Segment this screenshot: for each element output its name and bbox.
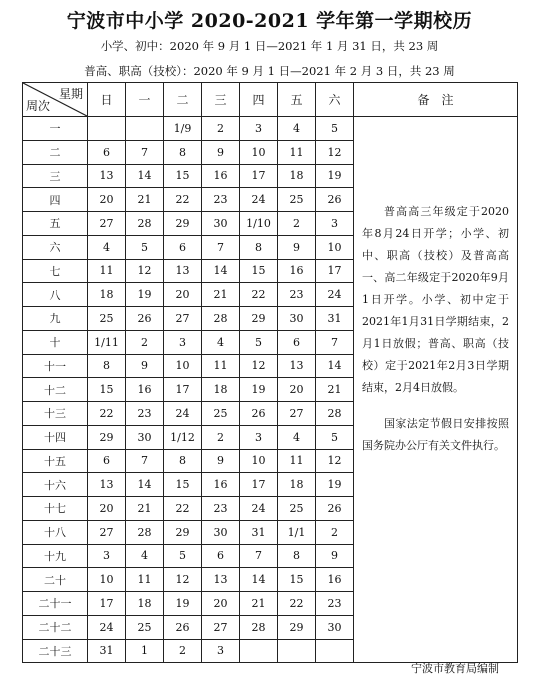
date-cell: 22 xyxy=(164,188,202,212)
date-cell: 9 xyxy=(126,354,164,378)
date-cell: 21 xyxy=(126,188,164,212)
date-cell: 31 xyxy=(316,307,354,331)
date-cell: 17 xyxy=(240,164,278,188)
date-cell: 22 xyxy=(278,592,316,616)
date-cell: 3 xyxy=(88,544,126,568)
date-cell: 19 xyxy=(164,592,202,616)
week-row xyxy=(23,117,518,141)
date-cell: 25 xyxy=(278,497,316,521)
date-cell: 21 xyxy=(316,378,354,402)
date-cell: 29 xyxy=(88,425,126,449)
date-cell: 24 xyxy=(88,615,126,639)
date-cell: 23 xyxy=(202,497,240,521)
date-cell: 20 xyxy=(88,497,126,521)
notes-header: 备 注 xyxy=(354,83,518,117)
date-cell: 23 xyxy=(126,402,164,426)
date-cell: 21 xyxy=(240,592,278,616)
weekday-header-tue: 二 xyxy=(164,83,202,117)
date-cell: 4 xyxy=(278,425,316,449)
week-number-cell: 九 xyxy=(23,307,88,331)
date-cell: 2 xyxy=(278,212,316,236)
week-number-cell: 十四 xyxy=(23,425,88,449)
week-number-cell: 七 xyxy=(23,259,88,283)
week-number-cell: 十一 xyxy=(23,354,88,378)
date-cell: 27 xyxy=(88,212,126,236)
date-cell: 10 xyxy=(240,140,278,164)
date-cell: 12 xyxy=(316,140,354,164)
week-number-cell: 十二 xyxy=(23,378,88,402)
week-number-cell: 十五 xyxy=(23,449,88,473)
date-cell: 6 xyxy=(278,330,316,354)
date-cell: 31 xyxy=(88,639,126,663)
weekday-header-sat: 六 xyxy=(316,83,354,117)
date-cell: 2 xyxy=(202,425,240,449)
date-cell: 6 xyxy=(202,544,240,568)
date-cell: 3 xyxy=(164,330,202,354)
date-cell: 12 xyxy=(164,568,202,592)
date-cell: 24 xyxy=(316,283,354,307)
week-number-cell: 二十二 xyxy=(23,615,88,639)
date-cell: 1/10 xyxy=(240,212,278,236)
date-cell: 25 xyxy=(126,615,164,639)
subtitle-vocational-schedule: 普高、职高（技校）：2020 年 9 月 1 日—2021 年 2 月 3 日，共 23 周 xyxy=(84,64,455,78)
date-cell: 11 xyxy=(88,259,126,283)
date-cell: 16 xyxy=(202,473,240,497)
week-number-cell: 五 xyxy=(23,212,88,236)
date-cell: 17 xyxy=(316,259,354,283)
date-cell: 6 xyxy=(164,235,202,259)
date-cell: 1/1 xyxy=(278,520,316,544)
date-cell: 26 xyxy=(316,188,354,212)
date-cell: 19 xyxy=(316,473,354,497)
date-cell: 18 xyxy=(202,378,240,402)
date-cell: 16 xyxy=(316,568,354,592)
date-cell: 27 xyxy=(202,615,240,639)
date-cell: 27 xyxy=(88,520,126,544)
date-cell: 26 xyxy=(316,497,354,521)
date-cell: 20 xyxy=(164,283,202,307)
date-cell: 29 xyxy=(240,307,278,331)
date-cell: 26 xyxy=(240,402,278,426)
week-number-cell: 二十一 xyxy=(23,592,88,616)
subtitle-primary-schedule: 小学、初中：2020 年 9 月 1 日—2021 年 1 月 31 日，共 23 周 xyxy=(100,39,439,53)
date-cell: 8 xyxy=(278,544,316,568)
date-cell: 31 xyxy=(240,520,278,544)
week-number-cell: 六 xyxy=(23,235,88,259)
date-cell: 10 xyxy=(164,354,202,378)
date-cell: 4 xyxy=(202,330,240,354)
date-cell: 24 xyxy=(164,402,202,426)
week-number-cell: 十八 xyxy=(23,520,88,544)
date-cell: 30 xyxy=(278,307,316,331)
date-cell: 17 xyxy=(164,378,202,402)
date-cell: 13 xyxy=(278,354,316,378)
date-cell: 10 xyxy=(240,449,278,473)
date-cell: 7 xyxy=(240,544,278,568)
date-cell: 18 xyxy=(278,473,316,497)
date-cell: 5 xyxy=(316,117,354,141)
date-cell: 22 xyxy=(88,402,126,426)
date-cell: 8 xyxy=(164,140,202,164)
date-cell: 11 xyxy=(278,140,316,164)
date-cell: 5 xyxy=(126,235,164,259)
date-cell: 30 xyxy=(316,615,354,639)
date-cell: 10 xyxy=(88,568,126,592)
corner-label-weekday: 星期 xyxy=(58,87,83,101)
week-number-cell: 二 xyxy=(23,140,88,164)
date-cell: 9 xyxy=(202,449,240,473)
notes-cell xyxy=(354,117,518,663)
date-cell: 4 xyxy=(126,544,164,568)
date-cell: 20 xyxy=(278,378,316,402)
weekday-header-thu: 四 xyxy=(240,83,278,117)
date-cell: 22 xyxy=(164,497,202,521)
date-cell: 9 xyxy=(202,140,240,164)
date-cell: 29 xyxy=(164,212,202,236)
date-cell: 3 xyxy=(316,212,354,236)
date-cell: 16 xyxy=(202,164,240,188)
week-number-cell: 一 xyxy=(23,117,88,141)
corner-header-cell xyxy=(23,83,88,117)
date-cell: 18 xyxy=(278,164,316,188)
date-cell: 6 xyxy=(88,449,126,473)
date-cell: 2 xyxy=(126,330,164,354)
date-cell: 24 xyxy=(240,188,278,212)
date-cell: 5 xyxy=(240,330,278,354)
date-cell: 16 xyxy=(126,378,164,402)
date-cell: 1/12 xyxy=(164,425,202,449)
date-cell: 28 xyxy=(316,402,354,426)
issuer-footer: 宁波市教育局编制 xyxy=(411,662,499,675)
date-cell: 3 xyxy=(240,425,278,449)
date-cell: 26 xyxy=(126,307,164,331)
date-cell: 14 xyxy=(126,473,164,497)
week-number-cell: 十六 xyxy=(23,473,88,497)
corner-label-week-number: 周次 xyxy=(26,99,51,113)
date-cell: 13 xyxy=(88,164,126,188)
date-cell: 14 xyxy=(202,259,240,283)
date-cell: 2 xyxy=(316,520,354,544)
date-cell: 11 xyxy=(278,449,316,473)
week-number-cell: 十三 xyxy=(23,402,88,426)
date-cell: 20 xyxy=(88,188,126,212)
page-title: 宁波市中小学 2020-2021 学年第一学期校历 xyxy=(66,10,473,32)
date-cell: 19 xyxy=(316,164,354,188)
weekday-header-mon: 一 xyxy=(126,83,164,117)
date-cell: 13 xyxy=(88,473,126,497)
date-cell xyxy=(278,639,316,663)
date-cell: 19 xyxy=(126,283,164,307)
date-cell: 12 xyxy=(240,354,278,378)
header-row xyxy=(23,83,518,117)
date-cell: 21 xyxy=(126,497,164,521)
date-cell: 4 xyxy=(88,235,126,259)
date-cell: 8 xyxy=(164,449,202,473)
date-cell: 12 xyxy=(126,259,164,283)
date-cell: 27 xyxy=(278,402,316,426)
date-cell: 11 xyxy=(202,354,240,378)
date-cell: 18 xyxy=(126,592,164,616)
date-cell: 5 xyxy=(164,544,202,568)
date-cell: 30 xyxy=(126,425,164,449)
date-cell: 15 xyxy=(240,259,278,283)
date-cell xyxy=(240,639,278,663)
date-cell: 7 xyxy=(126,140,164,164)
weekday-header-fri: 五 xyxy=(278,83,316,117)
date-cell: 27 xyxy=(164,307,202,331)
weekday-header-sun: 日 xyxy=(88,83,126,117)
date-cell: 2 xyxy=(202,117,240,141)
date-cell xyxy=(316,639,354,663)
date-cell: 17 xyxy=(88,592,126,616)
week-number-cell: 二十 xyxy=(23,568,88,592)
date-cell: 15 xyxy=(164,473,202,497)
date-cell: 21 xyxy=(202,283,240,307)
date-cell: 26 xyxy=(164,615,202,639)
date-cell: 28 xyxy=(240,615,278,639)
school-calendar-table xyxy=(22,82,518,663)
date-cell: 18 xyxy=(88,283,126,307)
date-cell: 8 xyxy=(240,235,278,259)
date-cell: 14 xyxy=(240,568,278,592)
date-cell: 3 xyxy=(202,639,240,663)
date-cell: 25 xyxy=(88,307,126,331)
date-cell: 15 xyxy=(278,568,316,592)
date-cell: 23 xyxy=(278,283,316,307)
week-number-cell: 二十三 xyxy=(23,639,88,663)
note-paragraph: 普高高三年级定于2020年8月24日开学；小学、初中、职高（技校）及普高高一、高二年级定于2020年9月1日开学。小学、初中定于2021年1月31日学期结束，2月1日放假；普高、职高（技校）定于2021年2月3日学期结束，2月4日放假。 xyxy=(362,205,509,394)
date-cell: 28 xyxy=(202,307,240,331)
date-cell: 14 xyxy=(316,354,354,378)
date-cell: 11 xyxy=(126,568,164,592)
date-cell: 16 xyxy=(278,259,316,283)
date-cell: 4 xyxy=(278,117,316,141)
date-cell: 7 xyxy=(316,330,354,354)
date-cell: 10 xyxy=(316,235,354,259)
date-cell: 20 xyxy=(202,592,240,616)
date-cell: 12 xyxy=(316,449,354,473)
date-cell: 1 xyxy=(126,639,164,663)
date-cell: 3 xyxy=(240,117,278,141)
date-cell: 15 xyxy=(88,378,126,402)
week-number-cell: 三 xyxy=(23,164,88,188)
week-number-cell: 十 xyxy=(23,330,88,354)
note-paragraph: 国家法定节假日安排按照国务院办公厅有关文件执行。 xyxy=(362,417,509,452)
date-cell: 1/11 xyxy=(88,330,126,354)
date-cell: 25 xyxy=(278,188,316,212)
date-cell xyxy=(88,117,126,141)
date-cell: 23 xyxy=(316,592,354,616)
date-cell: 29 xyxy=(164,520,202,544)
date-cell: 13 xyxy=(164,259,202,283)
date-cell: 15 xyxy=(164,164,202,188)
weekday-header-wed: 三 xyxy=(202,83,240,117)
date-cell: 5 xyxy=(316,425,354,449)
date-cell: 24 xyxy=(240,497,278,521)
date-cell: 14 xyxy=(126,164,164,188)
date-cell: 8 xyxy=(88,354,126,378)
date-cell: 9 xyxy=(278,235,316,259)
date-cell: 30 xyxy=(202,212,240,236)
week-number-cell: 四 xyxy=(23,188,88,212)
date-cell xyxy=(126,117,164,141)
date-cell: 19 xyxy=(240,378,278,402)
date-cell: 6 xyxy=(88,140,126,164)
week-number-cell: 八 xyxy=(23,283,88,307)
calendar-body xyxy=(23,117,518,663)
date-cell: 13 xyxy=(202,568,240,592)
date-cell: 29 xyxy=(278,615,316,639)
week-number-cell: 十九 xyxy=(23,544,88,568)
date-cell: 1/9 xyxy=(164,117,202,141)
date-cell: 28 xyxy=(126,212,164,236)
date-cell: 22 xyxy=(240,283,278,307)
date-cell: 7 xyxy=(126,449,164,473)
date-cell: 30 xyxy=(202,520,240,544)
date-cell: 9 xyxy=(316,544,354,568)
date-cell: 23 xyxy=(202,188,240,212)
date-cell: 17 xyxy=(240,473,278,497)
date-cell: 2 xyxy=(164,639,202,663)
date-cell: 7 xyxy=(202,235,240,259)
date-cell: 28 xyxy=(126,520,164,544)
date-cell: 25 xyxy=(202,402,240,426)
week-number-cell: 十七 xyxy=(23,497,88,521)
